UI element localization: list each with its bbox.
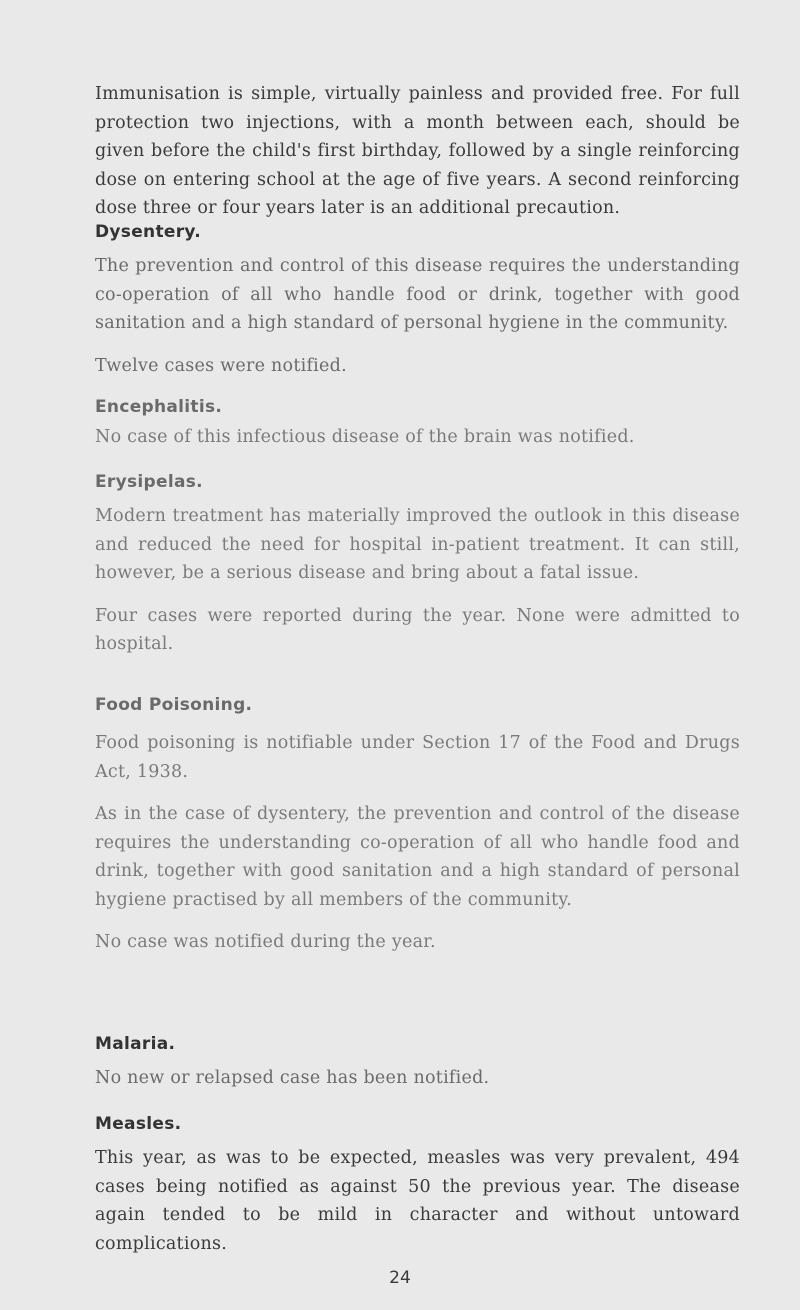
- dysentery-paragraph-1: The prevention and control of this disease requires the understanding co-operation of all who handle food or drink, together with good sanitation and a high standard of personal hygiene in the community.: [95, 256, 740, 333]
- dysentery-paragraph-2: Twelve cases were notified.: [95, 355, 347, 376]
- erysipelas-heading: Erysipelas.: [95, 472, 203, 492]
- food-poisoning-paragraph-3: No case was notified during the year.: [95, 932, 436, 952]
- food-poisoning-paragraph-2: As in the case of dysentery, the prevention and control of the disease requires the understanding co-operation of all who handle food and drink, together with good sanitation and a high standard of personal hygiene practised by all members of the community.: [95, 804, 740, 910]
- encephalitis-section: [95, 395, 740, 452]
- food-poisoning-paragraph-1: Food poisoning is notifiable under Section 17 of the Food and Drugs Act, 1938.: [95, 733, 740, 782]
- dysentery-heading: Dysentery.: [95, 222, 201, 242]
- encephalitis-paragraph: No case of this infectious disease of the brain was notified.: [95, 427, 635, 447]
- malaria-heading: Malaria.: [95, 1034, 176, 1054]
- malaria-paragraph: No new or relapsed case has been notified.: [95, 1068, 490, 1088]
- encephalitis-heading: Encephalitis.: [95, 397, 223, 417]
- malaria-section: [95, 1032, 740, 1093]
- page-number: 24: [389, 1268, 411, 1288]
- erysipelas-paragraph-2: Four cases were reported during the year. None were admitted to hospital.: [95, 605, 740, 654]
- intro-section: [95, 80, 740, 223]
- intro-paragraph: Immunisation is simple, virtually painless and provided free. For full protection two injections, with a month between each, should be given before the child's first birthday, followed by a single reinforcing dose on entering school at the age of five years. A second reinforcing dose three or four years later is an additional precaution.: [95, 84, 740, 218]
- dysentery-section: [95, 220, 740, 380]
- measles-heading: Measles.: [95, 1114, 182, 1134]
- measles-section: [95, 1112, 740, 1258]
- measles-paragraph: This year, as was to be expected, measles was very prevalent, 494 cases being notified as against 50 the previous year. The disease again tended to be mild in character and without untoward complications.: [95, 1148, 740, 1254]
- food-poisoning-heading: Food Poisoning.: [95, 695, 253, 715]
- food-poisoning-section: [95, 693, 740, 957]
- erysipelas-paragraph-1: Modern treatment has materially improved the outlook in this disease and reduced the need for hospital in-patient treatment. It can still, however, be a serious disease and bring about a fatal issue.: [95, 506, 740, 583]
- erysipelas-section: [95, 470, 740, 659]
